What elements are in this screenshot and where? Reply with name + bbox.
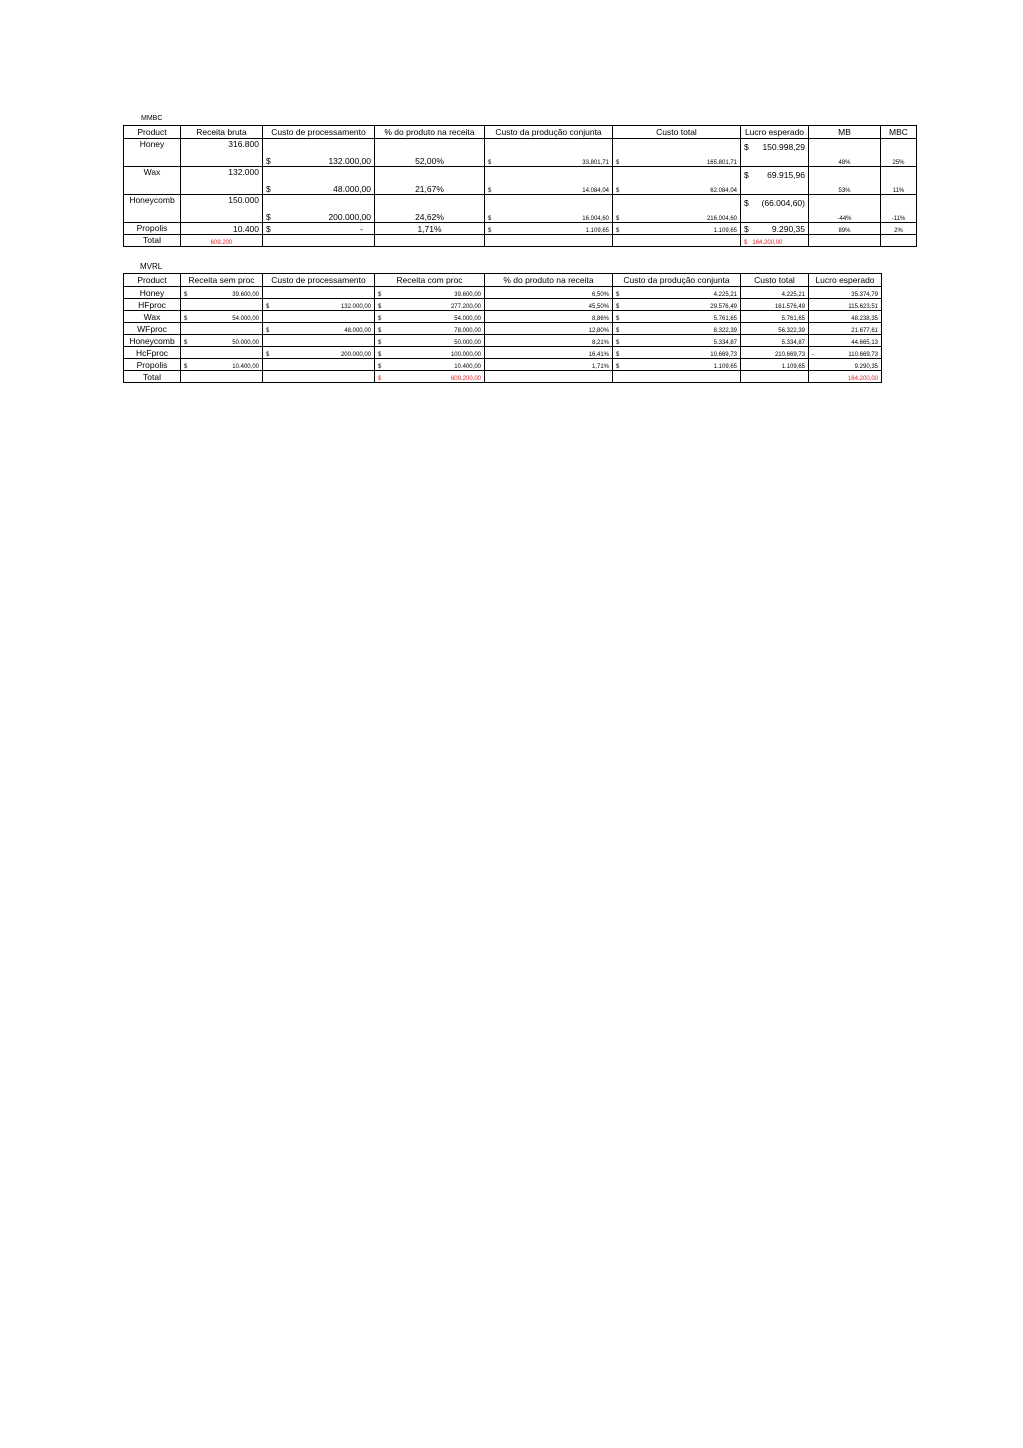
receita-com-cell: $ 50.000,00: [375, 335, 485, 347]
custo-proc-cell: [263, 359, 375, 371]
receita-cell: 316.800: [181, 139, 263, 167]
empty-cell: [881, 235, 917, 247]
custo-total-cell: 5.761,65: [741, 311, 809, 323]
product-cell: Propolis: [124, 223, 181, 235]
mvrl-header-row: [124, 274, 882, 287]
lucro-cell: 21.677,61: [809, 323, 882, 335]
table-row: [124, 139, 917, 167]
total-receita-com: $ 609.200,00: [375, 371, 485, 383]
total-lucro: 164.200,00: [809, 371, 882, 383]
empty-cell: [485, 371, 613, 383]
receita-com-cell: $ 277.200,00: [375, 299, 485, 311]
mbc-cell: 2%: [881, 223, 917, 235]
header-custo-processamento: Custo de processamento: [263, 274, 375, 287]
lucro-cell: $ 150.998,29: [741, 139, 809, 167]
receita-cell: 10.400: [181, 223, 263, 235]
header-receita-bruta: Receita bruta: [181, 126, 263, 139]
custo-proc-cell: $ 48.000,00: [263, 323, 375, 335]
custo-proc-cell: $ 200.000,00: [263, 347, 375, 359]
table-row: [124, 347, 882, 359]
receita-com-cell: $ 100.000,00: [375, 347, 485, 359]
custo-conj-cell: $ 1.109,65: [613, 359, 741, 371]
custo-proc-cell: $ -: [263, 223, 375, 235]
product-cell: Wax: [124, 167, 181, 195]
pct-cell: 24,62%: [375, 195, 485, 223]
receita-sem-cell: $ 10.400,00: [181, 359, 263, 371]
pct-cell: 21,67%: [375, 167, 485, 195]
receita-sem-cell: $ 54.000,00: [181, 311, 263, 323]
lucro-cell: $ 69.915,96: [741, 167, 809, 195]
empty-cell: [263, 235, 375, 247]
lucro-cell: 35.374,79: [809, 287, 882, 299]
lucro-cell: 115.623,51: [809, 299, 882, 311]
header-custo-processamento: Custo de processamento: [263, 126, 375, 139]
lucro-cell: 48.238,35: [809, 311, 882, 323]
header-custo-total: Custo total: [613, 126, 741, 139]
receita-com-cell: $ 78.000,00: [375, 323, 485, 335]
receita-com-cell: $ 39.600,00: [375, 287, 485, 299]
header-custo-total: Custo total: [741, 274, 809, 287]
product-cell: Wax: [124, 311, 181, 323]
custo-total-cell: 161.576,49: [741, 299, 809, 311]
mvrl-label: MVRL: [140, 262, 163, 271]
receita-cell: 150.000: [181, 195, 263, 223]
product-cell: Propolis: [124, 359, 181, 371]
custo-conj-cell: $ 29.576,49: [613, 299, 741, 311]
header-custo-producao-conjunta: Custo da produção conjunta: [485, 126, 613, 139]
table-row: [124, 311, 882, 323]
product-cell: HcFproc: [124, 347, 181, 359]
product-cell: Honey: [124, 287, 181, 299]
pct-cell: 52,00%: [375, 139, 485, 167]
custo-total-cell: 4.225,21: [741, 287, 809, 299]
table-row: [124, 299, 882, 311]
receita-sem-cell: [181, 347, 263, 359]
custo-total-cell: 56.322,39: [741, 323, 809, 335]
receita-com-cell: $ 54.000,00: [375, 311, 485, 323]
lucro-cell: - 110.669,73: [809, 347, 882, 359]
total-label: Total: [124, 235, 181, 247]
custo-conj-cell: $ 4.225,21: [613, 287, 741, 299]
total-lucro: $ 164.200,00: [741, 235, 809, 247]
empty-cell: [263, 371, 375, 383]
custo-conj-cell: $ 1.109,65: [485, 223, 613, 235]
custo-total-cell: $ 62.084,04: [613, 167, 741, 195]
empty-cell: [741, 371, 809, 383]
table-row: [124, 167, 917, 195]
header-product: Product: [124, 126, 181, 139]
product-cell: WFproc: [124, 323, 181, 335]
custo-total-cell: 210.669,73: [741, 347, 809, 359]
lucro-cell: $ 9.290,35: [741, 223, 809, 235]
mbc-cell: 25%: [881, 139, 917, 167]
custo-conj-cell: $ 16.004,60: [485, 195, 613, 223]
mb-cell: 48%: [809, 139, 881, 167]
mvrl-table: [123, 273, 882, 383]
receita-com-cell: $ 10.400,00: [375, 359, 485, 371]
custo-proc-cell: $ 200.000,00: [263, 195, 375, 223]
custo-total-cell: $ 216.004,60: [613, 195, 741, 223]
table-row: [124, 223, 917, 235]
custo-conj-cell: $ 33.801,71: [485, 139, 613, 167]
pct-cell: 16,41%: [485, 347, 613, 359]
receita-sem-cell: [181, 299, 263, 311]
product-cell: Honeycomb: [124, 195, 181, 223]
header-receita-sem-proc: Receita sem proc: [181, 274, 263, 287]
custo-conj-cell: $ 10.669,73: [613, 347, 741, 359]
custo-total-cell: $ 1.109,65: [613, 223, 741, 235]
table-row: [124, 323, 882, 335]
table-row: [124, 335, 882, 347]
custo-total-cell: 5.334,87: [741, 335, 809, 347]
table-row: [124, 287, 882, 299]
empty-cell: [613, 235, 741, 247]
custo-proc-cell: [263, 335, 375, 347]
empty-cell: [375, 235, 485, 247]
total-row: [124, 371, 882, 383]
mmbc-table: [123, 125, 917, 247]
custo-proc-cell: $ 132.000,00: [263, 139, 375, 167]
pct-cell: 8,21%: [485, 335, 613, 347]
table-row: [124, 195, 917, 223]
pct-cell: 1,71%: [485, 359, 613, 371]
mbc-cell: -11%: [881, 195, 917, 223]
empty-cell: [485, 235, 613, 247]
mmbc-label: MMBC: [141, 115, 163, 122]
mbc-cell: 11%: [881, 167, 917, 195]
pct-cell: 45,50%: [485, 299, 613, 311]
custo-proc-cell: [263, 311, 375, 323]
custo-proc-cell: $ 48.000,00: [263, 167, 375, 195]
lucro-cell: $ (66.004,60): [741, 195, 809, 223]
empty-cell: [613, 371, 741, 383]
header-lucro-esperado: Lucro esperado: [741, 126, 809, 139]
header-product: Product: [124, 274, 181, 287]
product-cell: Honey: [124, 139, 181, 167]
custo-conj-cell: $ 5.761,65: [613, 311, 741, 323]
pct-cell: 1,71%: [375, 223, 485, 235]
receita-sem-cell: $ 50.000,00: [181, 335, 263, 347]
header-mb: MB: [809, 126, 881, 139]
mmbc-header-row: [124, 126, 917, 139]
custo-total-cell: $ 165.801,71: [613, 139, 741, 167]
custo-conj-cell: $ 8.322,39: [613, 323, 741, 335]
header-pct-receita: % do produto na receita: [485, 274, 613, 287]
custo-proc-cell: [263, 287, 375, 299]
custo-conj-cell: $ 5.334,87: [613, 335, 741, 347]
receita-cell: 132.000: [181, 167, 263, 195]
header-pct-receita: % do produto na receita: [375, 126, 485, 139]
product-cell: HFproc: [124, 299, 181, 311]
pct-cell: 6,50%: [485, 287, 613, 299]
total-label: Total: [124, 371, 181, 383]
mb-cell: 53%: [809, 167, 881, 195]
receita-sem-cell: $ 39.600,00: [181, 287, 263, 299]
total-receita: 609.200: [181, 235, 263, 247]
header-lucro-esperado: Lucro esperado: [809, 274, 882, 287]
lucro-cell: 9.290,35: [809, 359, 882, 371]
header-receita-com-proc: Receita com proc: [375, 274, 485, 287]
lucro-cell: 44.665,13: [809, 335, 882, 347]
pct-cell: 12,80%: [485, 323, 613, 335]
custo-total-cell: 1.109,65: [741, 359, 809, 371]
total-row: [124, 235, 917, 247]
empty-cell: [181, 371, 263, 383]
custo-proc-cell: $ 132.000,00: [263, 299, 375, 311]
empty-cell: [809, 235, 881, 247]
pct-cell: 8,86%: [485, 311, 613, 323]
mb-cell: -44%: [809, 195, 881, 223]
table-row: [124, 359, 882, 371]
product-cell: Honeycomb: [124, 335, 181, 347]
mb-cell: 89%: [809, 223, 881, 235]
receita-sem-cell: [181, 323, 263, 335]
header-custo-producao-conjunta: Custo da produção conjunta: [613, 274, 741, 287]
header-mbc: MBC: [881, 126, 917, 139]
custo-conj-cell: $ 14.084,04: [485, 167, 613, 195]
